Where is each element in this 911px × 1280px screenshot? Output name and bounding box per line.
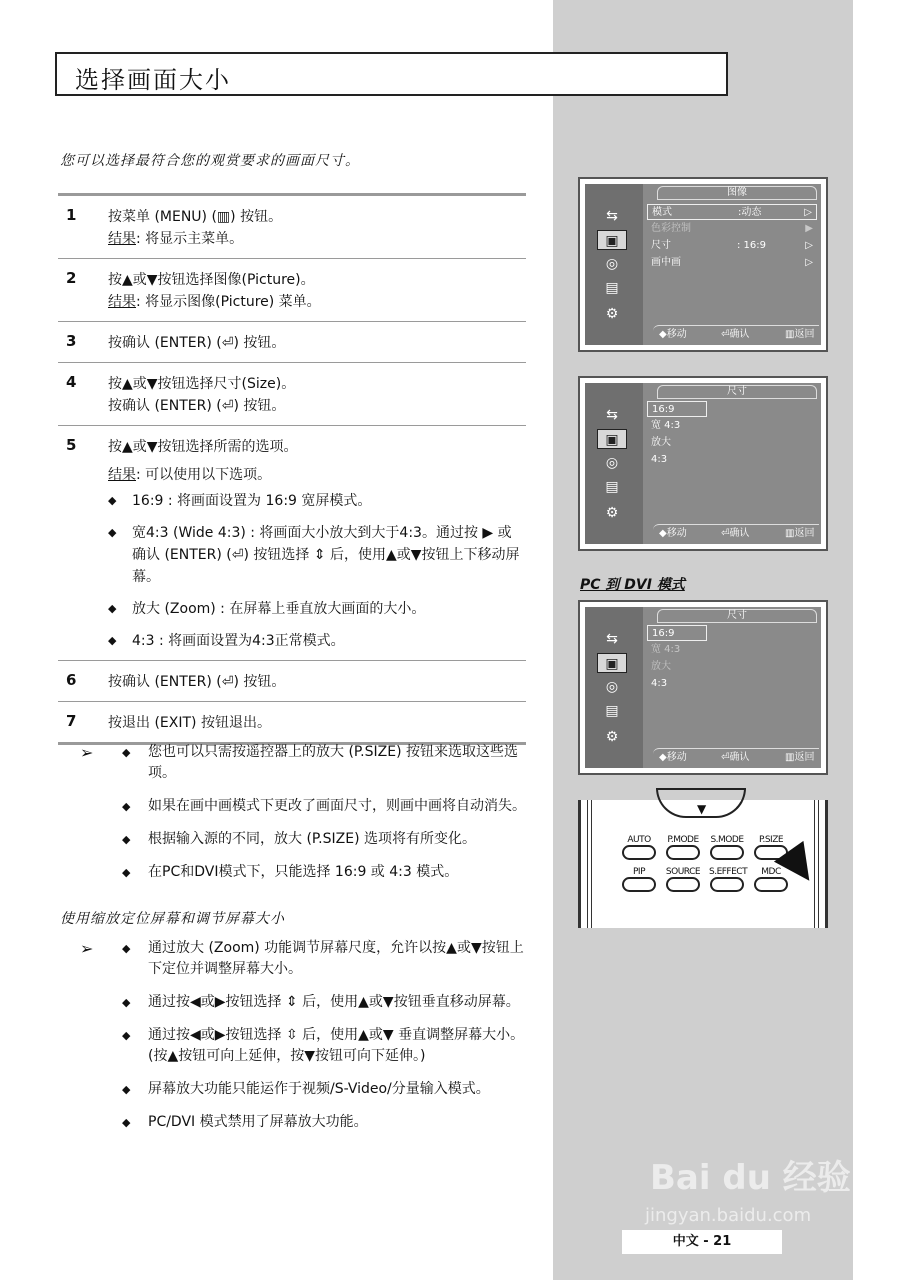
auto-button[interactable]: AUTO [621,835,657,860]
option-4-3: ◆ 4:3 : 将画面设置为4:3正常模式。 [108,630,526,652]
step-text: 按▲或▼按钮选择所需的选项。 [108,439,298,455]
step-number: 6 [66,671,77,689]
note-item: ◆ 通过按◀或▶按钮选择 ⇳ 后，使用▲或▼ 垂直调整屏幕大小。(按▲按钮可向上延伸，按▼按钮可向下延伸。) [122,1027,525,1064]
input-icon: ⇆ [606,407,618,423]
steps-list [58,193,526,745]
osd-row-4-3: 4:3 [651,454,668,465]
osd-row-16-9: 16:9 [647,625,707,641]
step-number: 1 [66,206,77,224]
osd-size-menu [578,376,828,551]
input-icon: ⇆ [606,631,618,647]
step-result: 结果: 可以使用以下选项。 [108,467,272,483]
remote-control-illustration [578,800,828,928]
remote-edge [587,800,592,928]
step-2 [58,258,526,321]
note-item: ◆ PC/DVI 模式禁用了屏幕放大功能。 [80,1112,530,1133]
osd-footer: ◆移动 ⏎确认 ▥返回 [653,748,819,766]
step-text: 按确认 (ENTER) (⏎) 按钮。 [108,335,286,351]
diamond-icon: ◆ [122,746,131,759]
channel-icon: ▤ [605,479,619,495]
sound-icon: ◎ [605,455,619,471]
step-6 [58,660,526,701]
page-title-box [55,52,728,96]
input-icon: ⇆ [606,208,618,224]
note-item: ◆ 屏幕放大功能只能运作于视频/S-Video/分量输入模式。 [80,1079,530,1100]
osd-sidebar [585,184,643,345]
diamond-icon: ◆ [122,942,131,955]
step-text: 按▲或▼按钮选择尺寸(Size)。 [108,376,296,392]
source-button[interactable]: SOURCE [665,867,701,892]
osd-row-zoom: 放大 [651,437,671,448]
osd-row-mode: 模式 :动态 ▷ [647,204,817,220]
step-5 [58,425,526,660]
note-item: ◆ 如果在画中画模式下更改了画面尺寸，则画中画将自动消失。 [80,796,530,817]
option-zoom: ◆ 放大 (Zoom) : 在屏幕上垂直放大画面的大小。 [108,598,526,620]
osd-picture-menu [578,177,828,352]
sound-icon: ◎ [605,256,619,272]
osd-row-4-3: 4:3 [651,678,668,689]
osd-row-wide-4-3: 宽 4:3 [651,420,681,431]
intro-text: 您可以选择最符合您的观赏要求的画面尺寸。 [60,153,360,169]
notes-group-1 [80,742,530,895]
setup-icon: ⚙ [605,729,619,745]
baidu-watermark-url: jingyan.baidu.com [645,1205,812,1226]
sound-icon: ◎ [605,679,619,695]
picture-icon: ▣ [597,230,627,250]
osd-footer: ◆移动 ⏎确认 ▥返回 [653,325,819,343]
step-text: 按确认 (ENTER) (⏎) 按钮。 [108,398,286,414]
osd-size-menu-pc [578,600,828,775]
channel-icon: ▤ [605,280,619,296]
picture-icon: ▣ [597,429,627,449]
step-number: 5 [66,436,77,454]
arrow-icon: ➢ [80,939,94,958]
page-number: 中文 - 21 [622,1230,782,1254]
note-item: ◆ 在PC和DVI模式下，只能选择 16:9 或 4:3 模式。 [80,862,530,883]
baidu-watermark: Bai du 经验 [650,1158,851,1198]
diamond-icon: ◆ [122,1116,131,1129]
step-result: 结果: 将显示图像(Picture) 菜单。 [108,294,321,310]
step-number: 3 [66,332,77,350]
option-16-9: ◆ 16:9 : 将画面设置为 16:9 宽屏模式。 [108,490,526,512]
step-7 [58,701,526,742]
option-wide-4-3: ◆ 宽4:3 (Wide 4:3) : 将画面大小放大到大于4:3。通过按 ▶ 或 确认 (ENTER) (⏎) 按钮选择 ⇕ 后，使用▲或▼按钮上下移动屏幕。 [108,522,526,588]
step-number: 7 [66,712,77,730]
diamond-icon: ◆ [122,996,131,1009]
osd-header: 尺寸 [657,609,817,623]
smode-button[interactable]: S.MODE [709,835,745,860]
setup-icon: ⚙ [605,505,619,521]
diamond-icon: ◆ [122,800,131,813]
step-text: 按菜单 (MENU) (▥) 按钮。 [108,209,283,225]
osd-footer: ◆移动 ⏎确认 ▥返回 [653,524,819,542]
setup-icon: ⚙ [605,306,619,322]
note-item: ◆ 根据输入源的不同，放大 (P.SIZE) 选项将有所变化。 [80,829,530,850]
note-item: ➢ ◆ 通过放大 (Zoom) 功能调节屏幕尺度，允许以按▲或▼按钮上下定位并调整屏幕大小。 [80,939,524,977]
down-triangle-icon: ▼ [697,802,707,816]
diamond-icon: ◆ [122,1029,131,1042]
step-text: 按退出 (EXIT) 按钮退出。 [108,715,271,731]
picture-icon: ▣ [597,653,627,673]
osd-row-zoom: 放大 [651,661,671,672]
step-number: 4 [66,373,77,391]
osd-row-color-control: 色彩控制 ▶ [651,223,813,234]
diamond-icon: ◆ [122,1083,131,1096]
note-item: ➢ ◆ 您也可以只需按遥控器上的放大 (P.SIZE) 按钮来选取这些选项。 [80,743,518,781]
osd-row-size: 尺寸 : 16:9 ▷ [651,240,813,251]
diamond-icon: ◆ [122,833,131,846]
osd-row-wide-4-3: 宽 4:3 [651,644,681,655]
pmode-button[interactable]: P.MODE [665,835,701,860]
note-item: ◆ 通过按◀或▶按钮选择 ⇕ 后，使用▲或▼按钮垂直移动屏幕。 [80,992,530,1013]
step-number: 2 [66,269,77,287]
notes-group-2 [80,938,530,1145]
psize-button[interactable]: P.SIZE [753,835,789,860]
osd-row-16-9: 16:9 [647,401,707,417]
step-result: 结果: 将显示主菜单。 [108,231,244,247]
step-3 [58,321,526,362]
step-4 [58,362,526,425]
osd-sidebar [585,607,643,768]
arrow-icon: ➢ [80,743,94,762]
diamond-icon: ◆ [122,866,131,879]
seffect-button[interactable]: S.EFFECT [709,867,745,892]
osd-sidebar [585,383,643,544]
pc-dvi-mode-label: PC 到 DVI 模式 [580,577,685,593]
section-heading-zoom: 使用缩放定位屏幕和调节屏幕大小 [60,911,285,927]
osd-row-pip: 画中画 ▷ [651,257,813,268]
mdc-button[interactable]: MDC [753,867,789,892]
step-1 [58,193,526,258]
osd-header: 尺寸 [657,385,817,399]
step-text: 按▲或▼按钮选择图像(Picture)。 [108,272,315,288]
osd-header: 图像 [657,186,817,200]
page-title: 选择画面大小 [75,66,231,94]
channel-icon: ▤ [605,703,619,719]
pip-button[interactable]: PIP [621,867,657,892]
step-text: 按确认 (ENTER) (⏎) 按钮。 [108,674,286,690]
